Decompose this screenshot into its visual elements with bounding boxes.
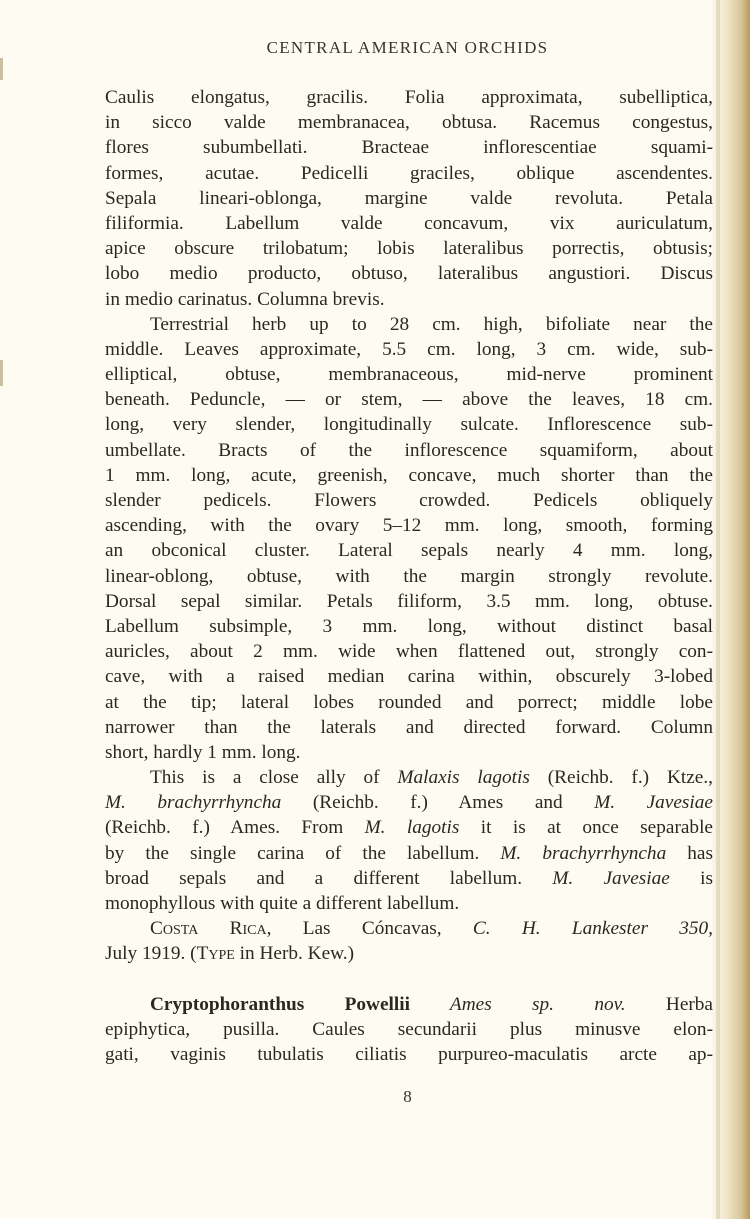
specimen-citation [105, 916, 713, 941]
text-line: Labellum subsimple, 3 mm. long, without distinct basal [105, 615, 713, 637]
text-span: Herba [625, 993, 713, 1015]
species-authority: Ames sp. nov. [409, 993, 626, 1015]
country: Costa Rica [150, 918, 267, 940]
text-line: in sicco valde membranacea, obtusa. Racemus congestus, [105, 112, 713, 134]
text-line: in medio carinatus. Columna brevis. [105, 288, 385, 310]
left-margin-mark [0, 360, 3, 386]
left-margin-mark [0, 58, 3, 80]
text-line: Terrestrial herb up to 28 cm. high, bifoliate near the [150, 313, 713, 335]
page-edge-shadow [716, 0, 720, 1219]
text-line: elliptical, obtuse, membranaceous, mid-nerve prominent [105, 364, 713, 386]
text-line: auricles, about 2 mm. wide when flattened out, strongly con- [105, 641, 713, 663]
text-span: (Reichb. f.) Ames. From [105, 817, 365, 839]
text-line [105, 841, 713, 866]
text-line: apice obscure trilobatum; lobis lateralibus porrectis, obtusis; [105, 238, 713, 260]
text-line: umbellate. Bracts of the inflorescence squamiform, about [105, 439, 713, 461]
text-line: filiformia. Labellum valde concavum, vix auriculatum, [105, 212, 713, 234]
text-line: Caulis elongatus, gracilis. Folia approximata, subelliptica, [105, 87, 713, 108]
species-name: M. brachyrrhyncha [500, 842, 667, 864]
text-line: slender pedicels. Flowers crowded. Pedicels obliquely [105, 490, 713, 511]
herbarium: in Herb. Kew.) [234, 943, 355, 965]
text-line: long, very slender, longitudinally sulcate. Inflorescence sub- [105, 414, 713, 436]
page-number: 8 [403, 1087, 412, 1106]
text-line: at the tip; lateral lobes rounded and porrect; middle lobe [105, 691, 713, 713]
species-name: Malaxis lagotis [397, 767, 530, 789]
text-line [105, 815, 713, 840]
text-line: short, hardly 1 mm. long. [105, 741, 301, 763]
body-text [105, 85, 713, 1067]
text-line: beneath. Peduncle, — or stem, — above the leaves, 18 cm. [105, 389, 713, 411]
species-name: M. Javesiae [552, 867, 670, 889]
text-line: Sepala lineari-oblonga, margine valde revoluta. Petala [105, 187, 713, 209]
type-word: Type [196, 943, 235, 965]
text-span: (Reichb. f.) Ktze., [529, 767, 713, 789]
text-span: it is at once separable [459, 817, 713, 839]
text-line: monophyllous with quite a different labellum. [105, 893, 460, 914]
text-line: narrower than the laterals and directed forward. Column [105, 716, 713, 738]
text-line: 1 mm. long, acute, greenish, concave, much shorter than the [105, 464, 713, 486]
text-span: by the single carina of the labellum. [105, 842, 501, 864]
text-span: has [666, 842, 713, 864]
text-line [105, 765, 713, 790]
text-line: ascending, with the ovary 5–12 mm. long, smooth, forming [105, 515, 713, 537]
species-title: Cryptophoranthus Powellii [150, 993, 410, 1015]
species-name: M. Javesiae [594, 792, 713, 814]
text-line: middle. Leaves approximate, 5.5 cm. long, 3 cm. wide, sub- [105, 338, 713, 360]
text-line: flores subumbellati. Bracteae inflorescentiae squami- [105, 137, 713, 159]
text-line [105, 790, 713, 815]
text-line: gati, vaginis tubulatis ciliatis purpureo-maculatis arcte ap- [105, 1044, 713, 1066]
text-line: an obconical cluster. Lateral sepals nearly 4 mm. long, [105, 540, 713, 562]
text-line: linear-oblong, obtuse, with the margin strongly revolute. [105, 565, 713, 587]
text-line: lobo medio producto, obtuso, lateralibus angustiori. Discus [105, 263, 713, 285]
text-span: This is a close ally of [150, 767, 398, 789]
text-span: (Reichb. f.) Ames and [281, 792, 595, 814]
locality: , Las Cóncavas, [266, 918, 473, 940]
text-line: formes, acutae. Pedicelli graciles, oblique ascendentes. [105, 162, 713, 184]
paragraph-gap [105, 967, 713, 992]
text-span: is [669, 867, 714, 889]
text-line [105, 866, 713, 891]
species-name: M. brachyrrhyncha [105, 792, 282, 814]
text-line: epiphytica, pusilla. Caules secundarii plus minusve elon- [105, 1018, 713, 1040]
text-line: Dorsal sepal similar. Petals filiform, 3.5 mm. long, obtuse. [105, 590, 713, 612]
specimen-citation [105, 941, 713, 966]
date: July 1919. ( [105, 943, 197, 965]
collector: C. H. Lankester 350, [472, 918, 714, 940]
running-head: CENTRAL AMERICAN ORCHIDS [266, 38, 549, 57]
species-name: M. lagotis [364, 817, 460, 839]
species-heading [105, 992, 713, 1017]
text-line: cave, with a raised median carina within, obscurely 3-lobed [105, 666, 713, 688]
text-span: broad sepals and a different labellum. [105, 867, 553, 889]
